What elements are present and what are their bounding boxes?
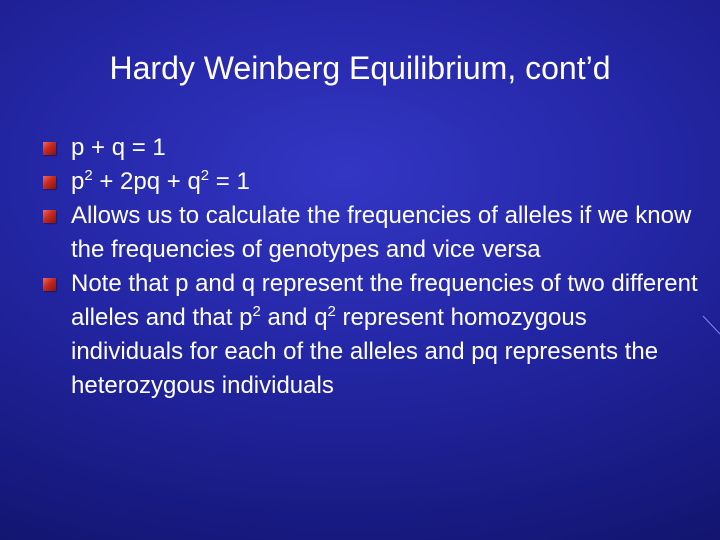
superscript: 2 (84, 167, 93, 184)
text-segment: p (71, 168, 85, 195)
superscript: 2 (327, 303, 336, 320)
bullet-list (42, 131, 702, 403)
text-segment: and q (260, 304, 328, 331)
text-segment: + 2pq + q (92, 168, 201, 195)
bullet-text (71, 168, 250, 195)
bullet-text (71, 202, 691, 263)
bullet-icon (43, 142, 56, 155)
bullet-text (71, 134, 166, 161)
bullet-item (42, 199, 702, 267)
text-segment: Allows us to calculate the frequencies of alleles if we know the frequencies of genotypes and vice versa (71, 202, 692, 263)
text-segment: p + q = 1 (71, 134, 166, 161)
text-segment: = 1 (209, 168, 250, 195)
bullet-icon (43, 278, 56, 291)
bullet-text (71, 270, 698, 399)
superscript: 2 (252, 303, 261, 320)
bullet-item (42, 267, 702, 403)
bullet-item (42, 131, 702, 165)
text-segment: represent homozygous individuals for each of the alleles and pq represents the heterozygous individuals (71, 304, 659, 399)
bullet-item (42, 165, 702, 199)
slide-title: Hardy Weinberg Equilibrium, cont’d (109, 50, 611, 86)
bullet-icon (43, 176, 56, 189)
superscript: 2 (200, 167, 210, 184)
bullet-icon (43, 210, 56, 223)
text-segment: Note that p and q represent the frequencies of two different alleles and that p (71, 270, 698, 331)
